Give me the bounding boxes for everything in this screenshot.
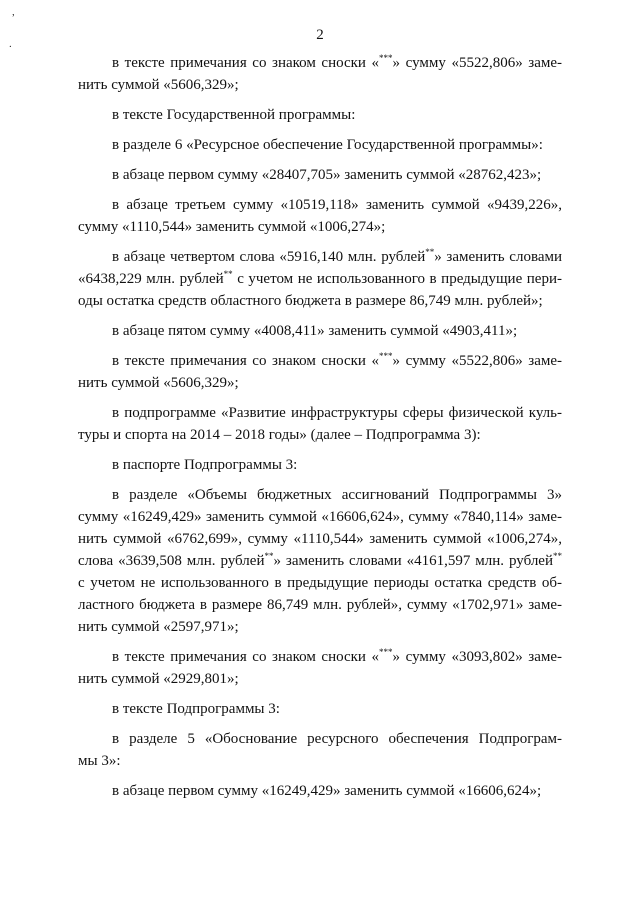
paragraph [78, 246, 562, 312]
paragraph-line: в подпрограмме «Развитие инфраструктуры сферы физической куль- [112, 405, 562, 421]
page-number: 2 [316, 27, 324, 43]
paragraph [78, 484, 562, 638]
paragraph [78, 52, 562, 96]
paragraph [78, 350, 562, 394]
paragraph-line: «6438,229 млн. рублей** с учетом не использованного в предыдущие пери- [78, 269, 562, 287]
paragraph [78, 164, 562, 186]
paragraph-line: нить суммой «5606,329»; [78, 375, 239, 391]
paragraph [78, 194, 562, 238]
paragraph-line: в тексте примечания со знаком сноски «***» сумму «5522,806» заме- [112, 53, 562, 71]
paragraph-line: в тексте Государственной программы: [112, 107, 356, 123]
paragraph-line: в тексте Подпрограммы 3: [112, 701, 280, 717]
paragraph [78, 104, 562, 126]
paragraph-line: мы 3»: [78, 753, 121, 769]
paragraph-line: нить суммой «2597,971»; [78, 619, 239, 635]
paragraph [78, 728, 562, 772]
paragraph-line: ластного бюджета в размере 86,749 млн. рублей», сумму «1702,971» заме- [78, 597, 562, 613]
paragraph [78, 646, 562, 690]
paragraph-line: в абзаце четвертом слова «5916,140 млн. рублей**» заменить словами [112, 247, 563, 265]
paragraph-line: в разделе «Объемы бюджетных ассигнований Подпрограммы 3» [112, 487, 562, 503]
paragraph [78, 402, 562, 446]
paragraph-line: в тексте примечания со знаком сноски «***» сумму «3093,802» заме- [112, 647, 562, 665]
scan-mark: . [9, 38, 12, 50]
paragraph [78, 134, 562, 156]
paragraph-line: сумму «1110,544» заменить суммой «1006,274»; [78, 219, 386, 235]
paragraph-line: оды остатка средств областного бюджета в размере 86,749 млн. рублей»; [78, 293, 543, 309]
paragraph-line: нить суммой «6762,699», сумму «1110,544» заменить суммой «1006,274», [78, 531, 562, 547]
paragraph-line: слова «3639,508 млн. рублей**» заменить словами «4161,597 млн. рублей** [78, 551, 562, 569]
paragraph-line: в тексте примечания со знаком сноски «***» сумму «5522,806» заме- [112, 351, 562, 369]
paragraph [78, 454, 562, 476]
paragraph-line: сумму «16249,429» заменить суммой «16606,624», сумму «7840,114» заме- [78, 509, 562, 525]
paragraph-line: в абзаце третьем сумму «10519,118» заменить суммой «9439,226», [112, 197, 562, 213]
paragraph [78, 320, 562, 342]
paragraph-line: нить суммой «5606,329»; [78, 77, 239, 93]
paragraph [78, 698, 562, 720]
paragraph-line: нить суммой «2929,801»; [78, 671, 239, 687]
paragraph [78, 780, 562, 802]
paragraph-line: в разделе 6 «Ресурсное обеспечение Государственной программы»: [112, 137, 543, 153]
paragraph-line: в разделе 5 «Обоснование ресурсного обеспечения Подпрограм- [112, 731, 562, 747]
paragraph-line: в абзаце первом сумму «28407,705» заменить суммой «28762,423»; [112, 167, 542, 183]
paragraph-line: с учетом не использованного в предыдущие периоды остатка средств об- [78, 575, 562, 591]
paragraph-line: в абзаце первом сумму «16249,429» заменить суммой «16606,624»; [112, 783, 542, 799]
paragraph-line: в паспорте Подпрограммы 3: [112, 457, 298, 473]
paragraph-line: туры и спорта на 2014 – 2018 годы» (далее – Подпрограмма 3): [78, 427, 481, 443]
document-body [78, 52, 562, 810]
paragraph-line: в абзаце пятом сумму «4008,411» заменить суммой «4903,411»; [112, 323, 518, 339]
scan-mark: , [12, 6, 15, 18]
